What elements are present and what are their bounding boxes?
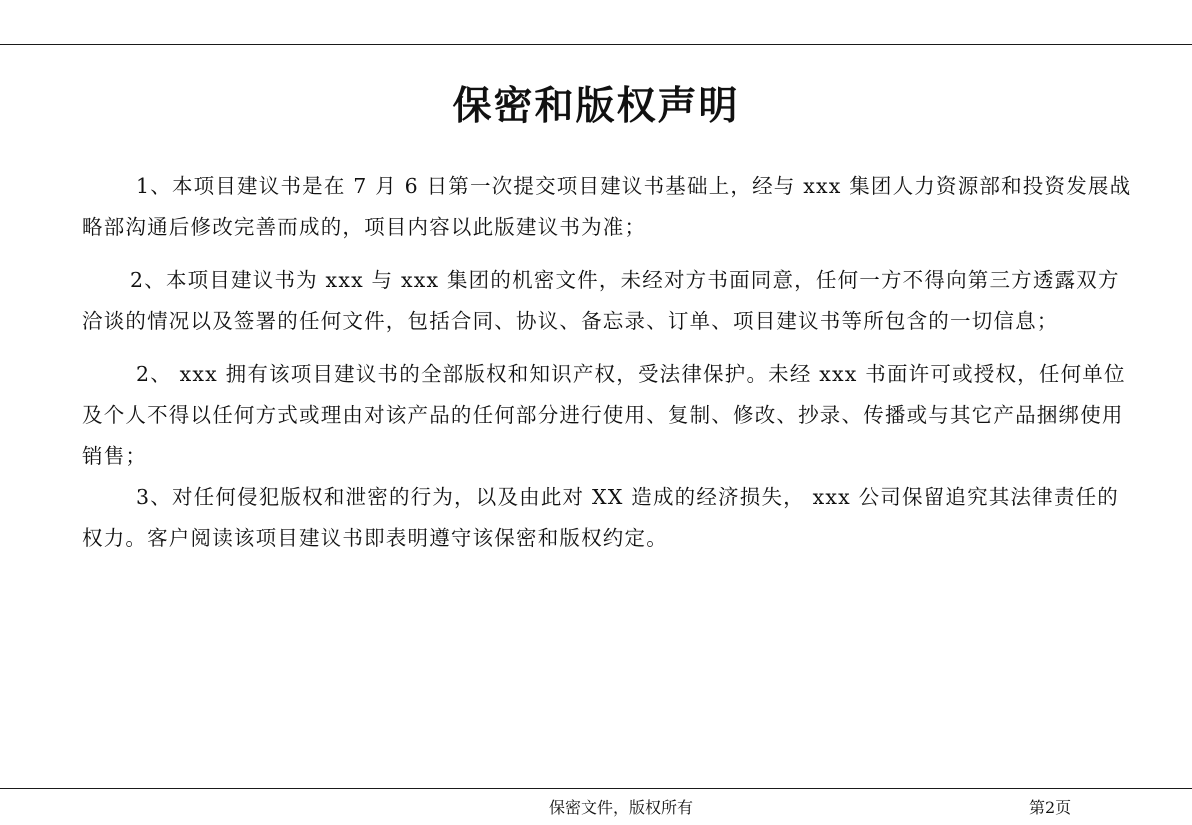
page-number: 第2页 (1029, 798, 1072, 817)
paragraph-4: 3、对任何侵犯版权和泄密的行为，以及由此对 XX 造成的经济损失， xxx 公司保留追究其法律责任的权力。客户阅读该项目建议书即表明遵守该保密和版权约定。 (82, 485, 1119, 550)
page-title: 保密和版权声明 (452, 83, 740, 129)
document-body (82, 166, 1132, 559)
footer-rule (0, 788, 1192, 789)
footer-confidential-note: 保密文件，版权所有 (549, 798, 694, 817)
paragraph-3: 2、 xxx 拥有该项目建议书的全部版权和知识产权，受法律保护。未经 xxx 书面许可或授权，任何单位及个人不得以任何方式或理由对该产品的任何部分进行使用、复制、修改、抄录、传播或与其它产品捆绑使用销售； (82, 362, 1126, 468)
paragraph-2: 2、本项目建议书为 xxx 与 xxx 集团的机密文件，未经对方书面同意，任何一方不得向第三方透露双方洽谈的情况以及签署的任何文件，包括合同、协议、备忘录、订单、项目建议书等所包含的一切信息； (82, 268, 1120, 333)
paragraph-1: 1、本项目建议书是在 7 月 6 日第一次提交项目建议书基础上，经与 xxx 集团人力资源部和投资发展战略部沟通后修改完善而成的，项目内容以此版建议书为准； (82, 174, 1132, 239)
header-rule (0, 44, 1192, 45)
